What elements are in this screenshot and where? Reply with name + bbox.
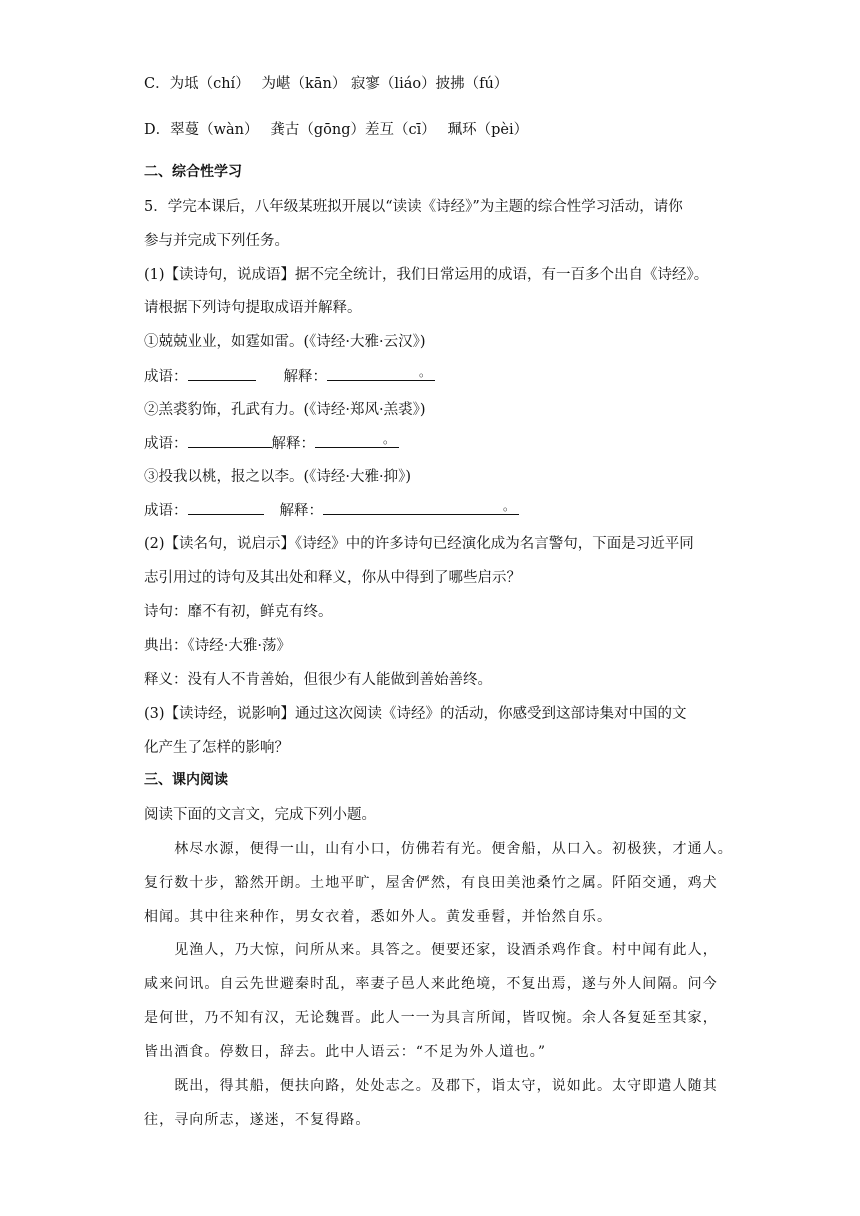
jieshi-blank-2[interactable] — [315, 433, 399, 448]
subquestion-1-line-2: 请根据下列诗句提取成语并解释。 — [144, 300, 362, 316]
quote-text: 诗句：靡不有初，鲜克有终。 — [144, 604, 333, 620]
subquestion-3-line-1: (3)【读诗经，说影响】通过这次阅读《诗经》的活动，你感受到这部诗集对中国的文 — [144, 706, 687, 722]
chengyu-label: 成语： — [144, 369, 188, 385]
chengyu-label: 成语： — [144, 436, 188, 452]
chengyu-label: 成语： — [144, 503, 188, 519]
passage-p2-line-3: 是何世，乃不知有汉，无论魏晋。此人一一为具言所闻，皆叹惋。余人各复延至其家， — [144, 1010, 718, 1026]
period-mark: 。 — [418, 365, 431, 379]
passage-p3-line-1: 既出，得其船，便扶向路，处处志之。及郡下，诣太守，说如此。太守即遣人随其 — [144, 1078, 718, 1094]
question-5-line-2: 参与并完成下列任务。 — [144, 233, 289, 249]
answer-row-3 — [144, 500, 519, 521]
section-heading-in-class-reading: 三、课内阅读 — [144, 772, 228, 788]
period-mark: 。 — [382, 432, 395, 446]
reading-instruction: 阅读下面的文言文，完成下列小题。 — [144, 807, 376, 823]
section-heading-comprehensive-study: 二、综合性学习 — [144, 164, 242, 180]
quote-source: 典出：《诗经·大雅·荡》 — [144, 638, 291, 654]
poem-item-3: ③投我以桃，报之以李。(《诗经·大雅·抑》) — [144, 469, 412, 485]
subquestion-2-line-1: (2)【读名句，说启示】《诗经》中的许多诗句已经演化成为名言警句，下面是习近平同 — [144, 536, 694, 552]
option-c: C．为坻（chí） 为嵁（kān） 寂寥（liáo）披拂（fú） — [144, 76, 509, 92]
jieshi-label: 解释： — [279, 503, 323, 519]
chengyu-blank-1[interactable] — [188, 366, 256, 381]
subquestion-2-line-2: 志引用过的诗句及其出处和释义，你从中得到了哪些启示？ — [144, 570, 521, 586]
jieshi-label: 解释： — [283, 369, 327, 385]
option-d: D．翠蔓（wàn） 龚古（gōng）差互（cī） 珮环（pèi） — [144, 122, 529, 138]
poem-item-1: ①兢兢业业，如霆如雷。(《诗经·大雅·云汉》) — [144, 334, 426, 350]
jieshi-blank-1[interactable] — [327, 366, 435, 381]
answer-row-2 — [144, 433, 399, 454]
subquestion-1-line-1: (1)【读诗句，说成语】据不完全统计，我们日常运用的成语，有一百多个出自《诗经》。 — [144, 267, 709, 283]
quote-meaning: 释义：没有人不肯善始，但很少有人能做到善始善终。 — [144, 672, 492, 688]
jieshi-label: 解释： — [271, 436, 315, 452]
chengyu-blank-2[interactable] — [188, 433, 272, 448]
passage-p1-line-3: 相闻。其中往来种作，男女衣着，悉如外人。黄发垂髫，并怡然自乐。 — [144, 909, 613, 925]
jieshi-blank-3[interactable] — [323, 500, 519, 515]
chengyu-blank-3[interactable] — [188, 500, 264, 515]
passage-p2-line-4: 皆出酒食。停数日，辞去。此中人语云：“不足为外人道也。” — [144, 1044, 547, 1060]
question-5-line-1: 5．学完本课后，八年级某班拟开展以“读读《诗经》”为主题的综合性学习活动，请你 — [144, 199, 683, 215]
passage-p1-line-1: 林尽水源，便得一山，山有小口，仿佛若有光。便舍船，从口入。初极狭，才通人。 — [144, 841, 733, 857]
passage-p2-line-2: 咸来问讯。自云先世避秦时乱，率妻子邑人来此绝境，不复出焉，遂与外人间隔。问今 — [144, 976, 718, 992]
passage-p2-line-1: 见渔人，乃大惊，问所从来。具答之。便要还家，设酒杀鸡作食。村中闻有此人， — [144, 942, 718, 958]
subquestion-3-line-2: 化产生了怎样的影响？ — [144, 740, 289, 756]
passage-p1-line-2: 复行数十步，豁然开朗。土地平旷，屋舍俨然，有良田美池桑竹之属。阡陌交通，鸡犬 — [144, 875, 718, 891]
poem-item-2: ②羔裘豹饰，孔武有力。(《诗经·郑风·羔裘》) — [144, 402, 426, 418]
period-mark: 。 — [502, 499, 515, 513]
passage-p3-line-2: 往，寻向所志，遂迷，不复得路。 — [144, 1112, 371, 1128]
answer-row-1 — [144, 366, 435, 387]
